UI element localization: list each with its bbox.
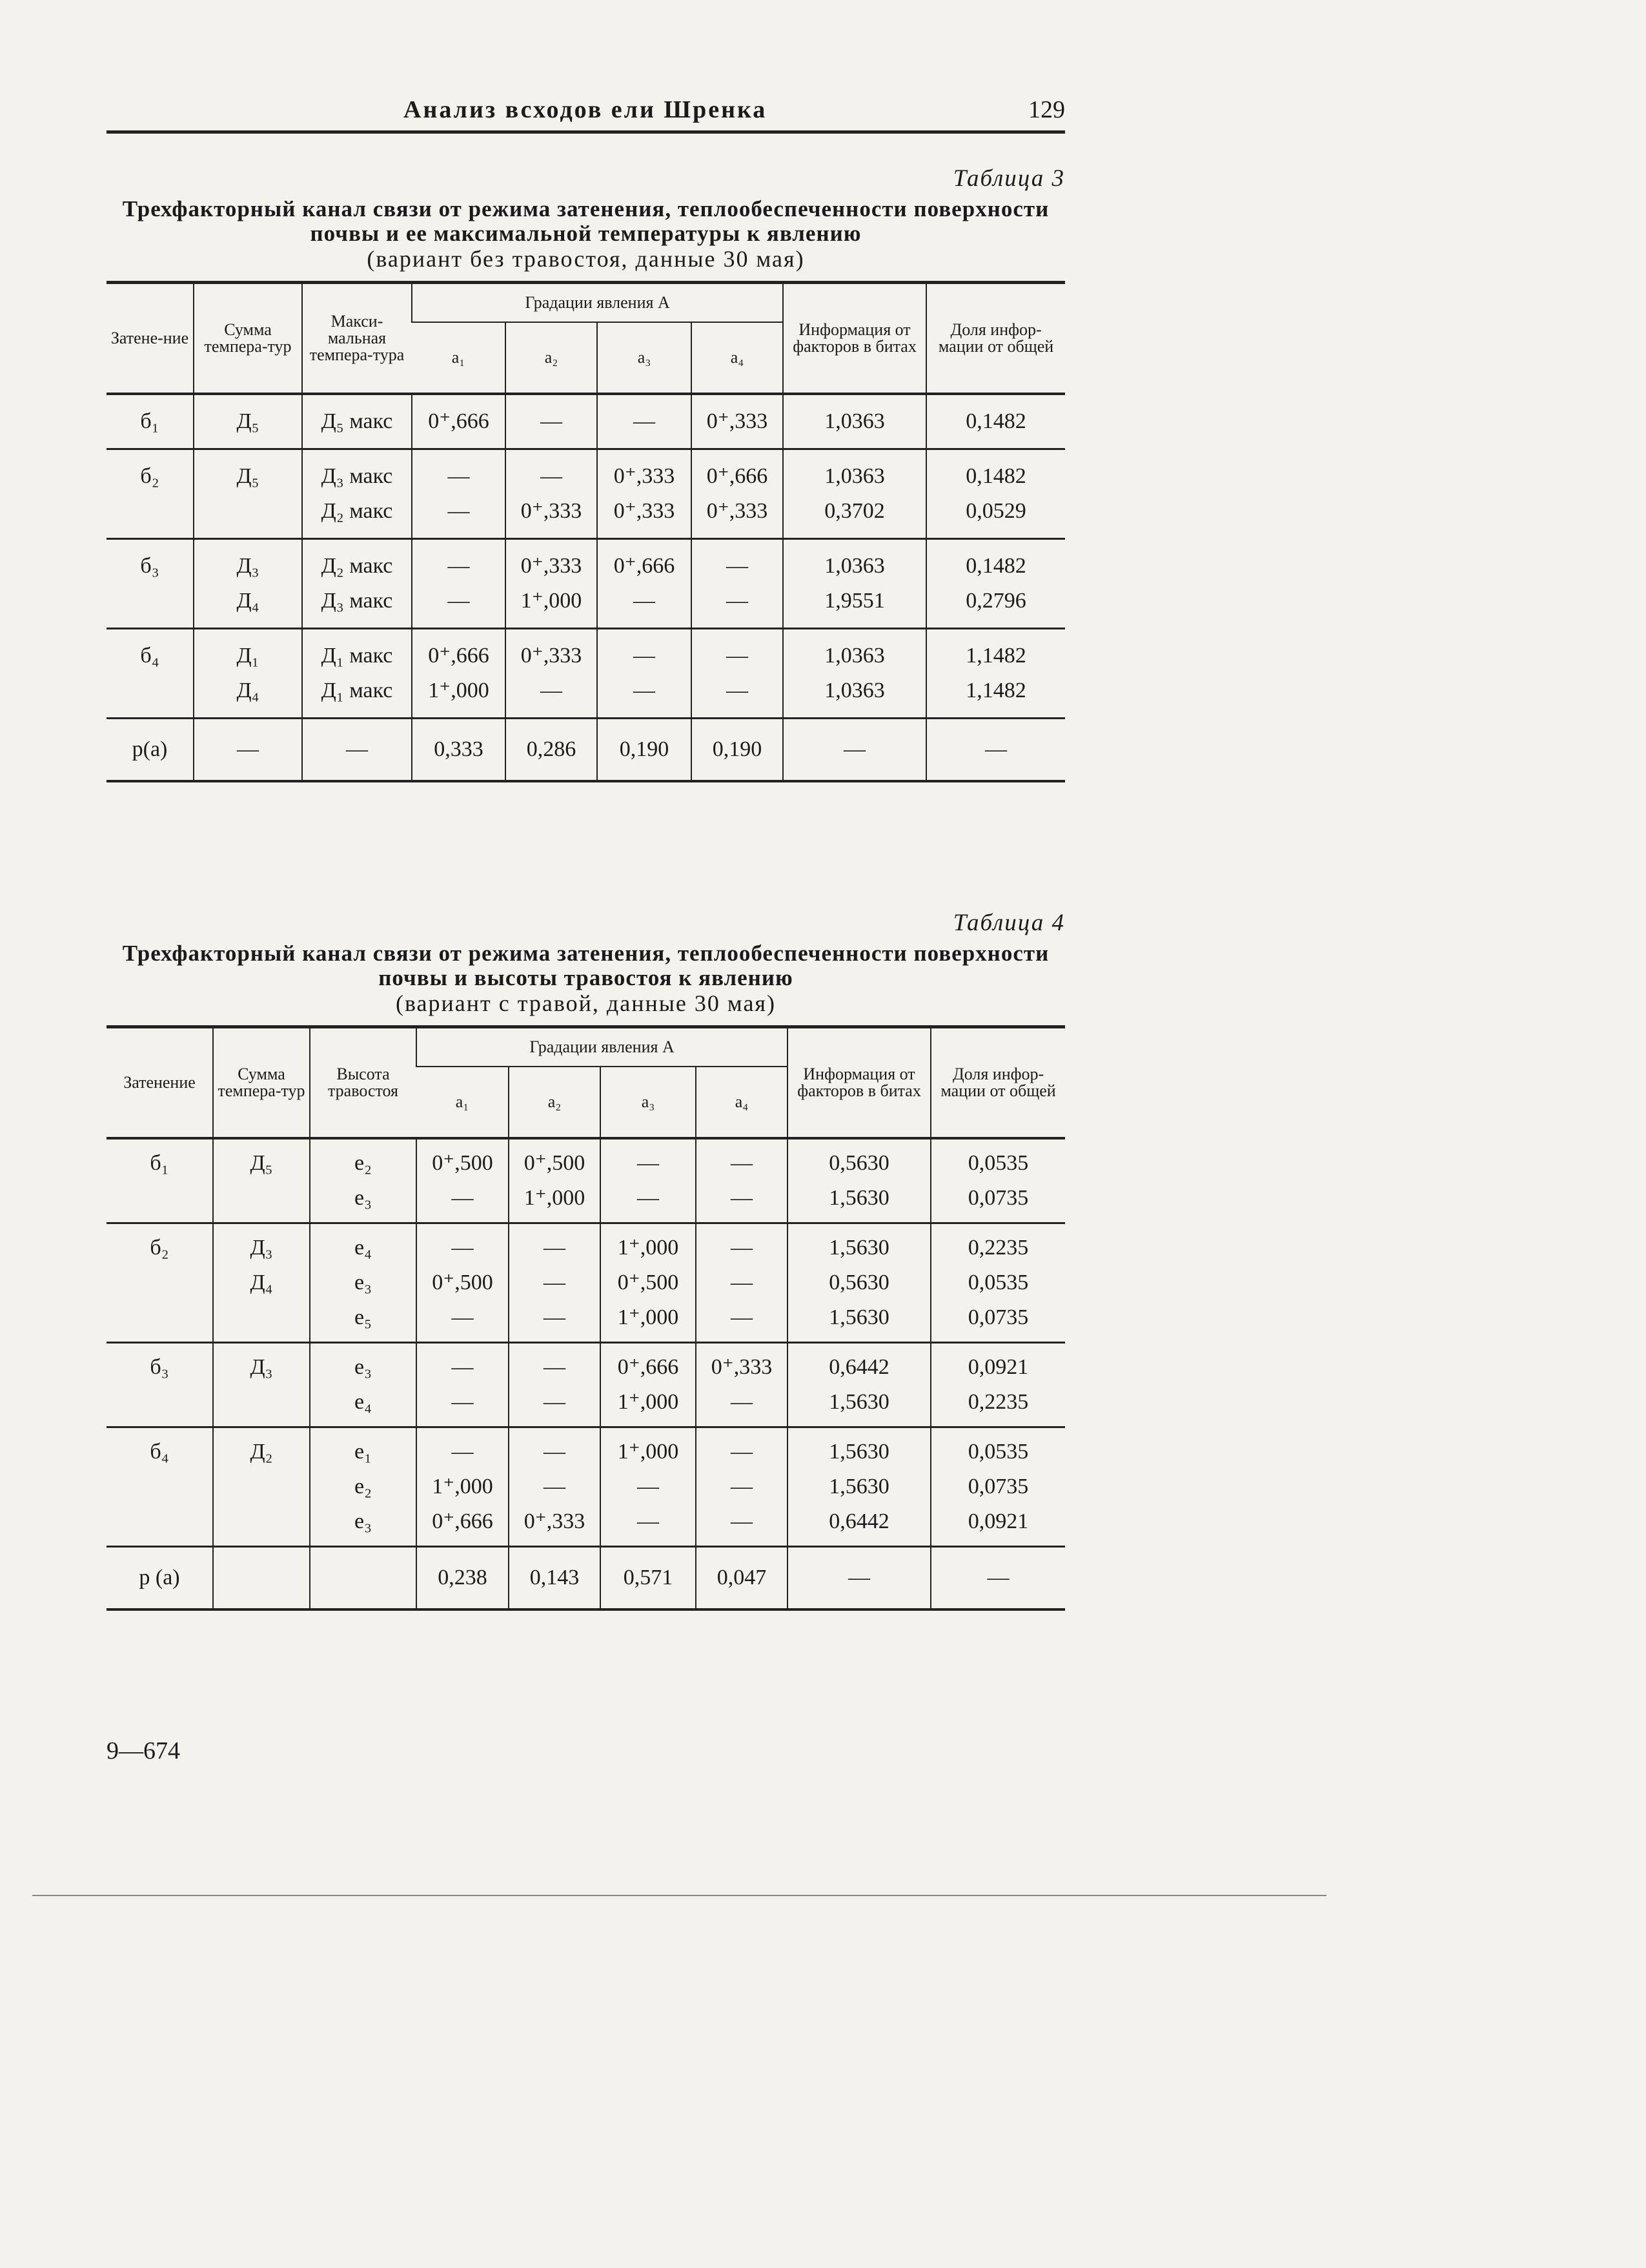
cell-line: — (726, 644, 749, 668)
cell-line: б₂ (150, 1236, 169, 1260)
table-row (107, 1343, 1065, 1427)
cell-line: 1,5630 (829, 1236, 889, 1260)
col-header-a3: а₃ (600, 1067, 696, 1138)
cell-share (931, 1138, 1065, 1223)
table3-label: Таблица 3 (953, 165, 1065, 192)
cell-a3 (600, 1138, 696, 1223)
cell-line: 0,0921 (968, 1509, 1029, 1533)
cell-line: Д₃ (250, 1355, 273, 1379)
cell-line: 1⁺,000 (523, 1186, 585, 1210)
page-number: 129 (1028, 96, 1065, 123)
cell-line: 0⁺,333 (706, 409, 768, 433)
total-cell-temp-sum: — (194, 719, 302, 782)
cell-line: Д₂ макс (321, 499, 393, 523)
cell-line: е₅ (354, 1305, 372, 1329)
running-title: Анализ всходов ели Шренка (403, 96, 767, 123)
page-edge-rule (32, 1895, 1326, 1896)
cell-line: — (731, 1390, 753, 1414)
cell-line: е₃ (354, 1355, 372, 1379)
cell-line: 0⁺,500 (523, 1151, 585, 1175)
cell-line: Д₅ (236, 409, 259, 433)
cell-shading (107, 394, 194, 449)
cell-line: Д₂ (250, 1440, 273, 1464)
total-cell-info: — (783, 719, 926, 782)
cell-line: — (447, 499, 470, 523)
cell-a3 (600, 1343, 696, 1427)
cell-line: Д₄ (236, 589, 259, 613)
cell-a4 (696, 1223, 787, 1343)
row-group (107, 629, 1065, 719)
cell-a3 (597, 449, 691, 539)
cell-line: 1,0363 (824, 409, 885, 433)
total-cell-share: — (931, 1547, 1065, 1610)
page-header (107, 96, 1065, 134)
cell-a2 (505, 394, 597, 449)
cell-line: б₄ (150, 1440, 169, 1464)
cell-line: — (731, 1151, 753, 1175)
cell-line: 0,0535 (968, 1151, 1029, 1175)
cell-a4 (696, 1343, 787, 1427)
cell-line (216, 1300, 307, 1335)
cell-a1 (412, 539, 505, 629)
cell-line: Д₄ (236, 679, 259, 702)
cell-line: е₃ (354, 1271, 372, 1294)
cell-line: — (540, 464, 562, 488)
cell-a1 (412, 629, 505, 719)
cell-shading (107, 539, 194, 629)
cell-info (787, 1223, 931, 1343)
table3-caption-line3: (вариант без травостоя, данные 30 мая) (367, 246, 805, 272)
cell-line: Д₃ (236, 554, 259, 578)
cell-info (783, 449, 926, 539)
printer-signature: 9—674 (107, 1737, 180, 1764)
cell-line: б₁ (150, 1151, 169, 1175)
cell-line: 0,1482 (966, 409, 1026, 433)
cell-a4 (696, 1427, 787, 1547)
total-cell-temp-sum (213, 1547, 310, 1610)
cell-line (216, 1504, 307, 1539)
cell-temp-sum (213, 1223, 310, 1343)
cell-line: 0⁺,333 (523, 1509, 585, 1533)
cell-a1 (416, 1427, 509, 1547)
cell-info (783, 539, 926, 629)
cell-line: — (637, 1186, 659, 1210)
cell-a4 (691, 629, 783, 719)
table4-caption-line3: (вариант с травой, данные 30 мая) (396, 990, 776, 1016)
cell-max-temp (302, 394, 412, 449)
cell-grass-height (310, 1343, 416, 1427)
cell-line: — (544, 1440, 565, 1464)
cell-line: Д₁ макс (321, 644, 393, 668)
col-header-a1: а₁ (416, 1067, 509, 1138)
cell-share (926, 449, 1065, 539)
col-header-gradations: Градации явления А (416, 1027, 787, 1067)
cell-max-temp (302, 449, 412, 539)
cell-a3 (600, 1427, 696, 1547)
table-row (107, 1138, 1065, 1223)
row-group (107, 539, 1065, 629)
cell-line: Д₅ (250, 1151, 273, 1175)
cell-line: — (731, 1271, 753, 1294)
cell-shading (107, 449, 194, 539)
cell-share (931, 1223, 1065, 1343)
cell-line: б₂ (140, 464, 159, 488)
col-header-share: Доля инфор-мации от общей (926, 283, 1065, 394)
cell-line: Д₁ макс (321, 679, 393, 702)
cell-a2 (505, 629, 597, 719)
cell-a2 (509, 1427, 600, 1547)
cell-a2 (509, 1343, 600, 1427)
cell-line: 0⁺,333 (706, 499, 768, 523)
col-header-share: Доля инфор-мации от общей (931, 1027, 1065, 1139)
cell-line: 0,0921 (968, 1355, 1029, 1379)
total-cell-a2: 0,143 (509, 1547, 600, 1610)
total-row-group (107, 1547, 1065, 1610)
cell-line: 0,2796 (966, 589, 1026, 613)
cell-line: — (637, 1475, 659, 1498)
cell-line: Д₃ макс (321, 589, 393, 613)
col-header-shading: Затенение (107, 1027, 213, 1139)
cell-line: — (731, 1305, 753, 1329)
cell-a1 (412, 394, 505, 449)
cell-line: — (726, 679, 749, 702)
cell-info (783, 394, 926, 449)
cell-line (216, 1469, 307, 1504)
cell-line: 0,0529 (966, 499, 1026, 523)
cell-line: — (447, 464, 470, 488)
cell-a2 (505, 539, 597, 629)
col-header-info: Информация от факторов в битах (783, 283, 926, 394)
cell-line: 0⁺,666 (428, 409, 489, 433)
cell-line: 0⁺,666 (432, 1509, 493, 1533)
col-header-grass-height: Высота травостоя (310, 1027, 416, 1139)
cell-line: 0⁺,333 (520, 644, 582, 668)
cell-line: Д₃ (250, 1236, 273, 1260)
cell-line: 1⁺,000 (617, 1236, 679, 1260)
total-cell-label: p(a) (132, 737, 168, 761)
cell-line: — (637, 1509, 659, 1533)
table3-caption-line2: почвы и ее максимальной температуры к явлению (310, 221, 862, 246)
col-header-a2: а₂ (505, 322, 597, 394)
total-cell-max-temp: — (302, 719, 412, 782)
cell-a3 (600, 1223, 696, 1343)
cell-line: Д₁ (236, 644, 259, 668)
total-cell-a4: 0,047 (696, 1547, 787, 1610)
row-group (107, 1427, 1065, 1547)
table3-caption (107, 197, 1065, 272)
cell-a3 (597, 394, 691, 449)
cell-temp-sum (194, 629, 302, 719)
cell-line: 1⁺,000 (617, 1390, 679, 1414)
cell-line: е₄ (354, 1236, 372, 1260)
cell-line: 0,1482 (966, 554, 1026, 578)
cell-line: 0,5630 (829, 1151, 889, 1175)
total-cell-a3: 0,190 (597, 719, 691, 782)
cell-line: — (451, 1186, 474, 1210)
table-row (107, 629, 1065, 719)
cell-line: 1⁺,000 (520, 589, 582, 613)
cell-grass-height (310, 1138, 416, 1223)
cell-share (931, 1427, 1065, 1547)
cell-line: е₂ (354, 1151, 372, 1175)
cell-shading (107, 1138, 213, 1223)
cell-line: — (544, 1271, 565, 1294)
table-row (107, 1223, 1065, 1343)
table4-caption (107, 941, 1065, 1016)
total-cell-info: — (787, 1547, 931, 1610)
cell-line: 1,9551 (824, 589, 885, 613)
col-header-a3: а₃ (597, 322, 691, 394)
cell-line: — (540, 679, 562, 702)
header-rule (107, 130, 1065, 134)
cell-line: 1,5630 (829, 1390, 889, 1414)
cell-a1 (416, 1138, 509, 1223)
cell-grass-height (310, 1223, 416, 1343)
cell-line: — (451, 1236, 474, 1260)
cell-line: е₃ (354, 1186, 372, 1210)
cell-line: — (447, 554, 470, 578)
cell-line: 0,0535 (968, 1271, 1029, 1294)
cell-line: 0⁺,666 (706, 464, 768, 488)
cell-temp-sum (194, 539, 302, 629)
cell-line: 0,3702 (824, 499, 885, 523)
cell-line: 1⁺,000 (617, 1440, 679, 1464)
cell-max-temp (302, 629, 412, 719)
cell-a3 (597, 539, 691, 629)
cell-line: 0,0735 (968, 1186, 1029, 1210)
table4-caption-line1: Трехфакторный канал связи от режима затенения, теплообеспеченности поверхности (122, 941, 1050, 966)
row-group (107, 449, 1065, 539)
cell-a4 (696, 1138, 787, 1223)
cell-line: — (637, 1151, 659, 1175)
col-header-gradations: Градации явления А (412, 283, 783, 323)
cell-line: 1⁺,000 (428, 679, 489, 702)
cell-a4 (691, 449, 783, 539)
cell-line: — (451, 1305, 474, 1329)
cell-line: — (731, 1475, 753, 1498)
cell-line: — (633, 589, 655, 613)
table4-label: Таблица 4 (953, 910, 1065, 936)
col-header-max-temp: Макси-мальная темпера-тура (302, 283, 412, 394)
col-header-a4: а₄ (696, 1067, 787, 1138)
cell-line: — (544, 1390, 565, 1414)
cell-line: — (544, 1305, 565, 1329)
cell-line (216, 1385, 307, 1420)
cell-line: 0⁺,500 (432, 1151, 493, 1175)
table4 (107, 1025, 1065, 1611)
cell-line: 0⁺,333 (711, 1355, 773, 1379)
cell-line: — (633, 409, 655, 433)
cell-temp-sum (194, 449, 302, 539)
cell-line: 0⁺,333 (520, 554, 582, 578)
cell-line: 0,6442 (829, 1355, 889, 1379)
row-group (107, 394, 1065, 449)
cell-line: Д₄ (250, 1271, 273, 1294)
cell-line: 1,5630 (829, 1186, 889, 1210)
cell-line: 1,1482 (966, 644, 1026, 668)
cell-line: 0⁺,666 (617, 1355, 679, 1379)
cell-line: 0⁺,333 (613, 464, 675, 488)
cell-line: 1,5630 (829, 1475, 889, 1498)
cell-line: — (731, 1509, 753, 1533)
total-row (107, 1547, 1065, 1610)
cell-line: — (544, 1236, 565, 1260)
cell-a1 (412, 449, 505, 539)
cell-info (783, 629, 926, 719)
total-cell-a3: 0,571 (600, 1547, 696, 1610)
cell-line: — (451, 1355, 474, 1379)
cell-line: 1,5630 (829, 1305, 889, 1329)
table3-caption-line1: Трехфакторный канал связи от режима затенения, теплообеспеченности поверхности (122, 196, 1050, 221)
cell-info (787, 1343, 931, 1427)
cell-a4 (691, 539, 783, 629)
col-header-shading: Затене-ние (107, 283, 194, 394)
cell-line: б₃ (150, 1355, 169, 1379)
cell-share (926, 539, 1065, 629)
cell-shading (107, 1343, 213, 1427)
cell-share (931, 1343, 1065, 1427)
cell-line: 0,5630 (829, 1271, 889, 1294)
cell-a2 (509, 1138, 600, 1223)
cell-line: — (540, 409, 562, 433)
cell-line: — (633, 679, 655, 702)
cell-share (926, 629, 1065, 719)
cell-line: 1⁺,000 (617, 1305, 679, 1329)
cell-temp-sum (194, 394, 302, 449)
cell-a1 (416, 1223, 509, 1343)
total-cell-label: p (a) (139, 1566, 180, 1589)
cell-line: — (726, 554, 749, 578)
cell-line: 1,0363 (824, 464, 885, 488)
cell-a4 (691, 394, 783, 449)
total-row-group (107, 719, 1065, 782)
cell-line: е₃ (354, 1509, 372, 1533)
cell-line: — (731, 1440, 753, 1464)
cell-line: — (731, 1236, 753, 1260)
total-cell-a2: 0,286 (505, 719, 597, 782)
cell-line: — (451, 1440, 474, 1464)
cell-line: — (726, 589, 749, 613)
total-cell-a1: 0,238 (416, 1547, 509, 1610)
cell-a3 (597, 629, 691, 719)
cell-line: Д₂ макс (321, 554, 393, 578)
cell-line (216, 1181, 307, 1216)
cell-temp-sum (213, 1427, 310, 1547)
total-cell-share: — (926, 719, 1065, 782)
cell-line: 0,2235 (968, 1390, 1029, 1414)
cell-temp-sum (213, 1138, 310, 1223)
cell-line: б₁ (140, 409, 159, 433)
cell-line: — (544, 1475, 565, 1498)
cell-line: — (451, 1390, 474, 1414)
cell-line: 1,0363 (824, 554, 885, 578)
cell-line: 1,0363 (824, 644, 885, 668)
table-row (107, 449, 1065, 539)
total-cell-grass-height (310, 1547, 416, 1610)
cell-line: 0⁺,333 (613, 499, 675, 523)
cell-a2 (509, 1223, 600, 1343)
cell-line: б₃ (140, 554, 159, 578)
row-group (107, 1343, 1065, 1427)
cell-line: 0⁺,666 (428, 644, 489, 668)
table4-caption-line2: почвы и высоты травостоя к явлению (378, 965, 793, 990)
cell-shading (107, 1427, 213, 1547)
cell-share (926, 394, 1065, 449)
cell-line: 0,0735 (968, 1305, 1029, 1329)
cell-info (787, 1138, 931, 1223)
cell-line: 1,1482 (966, 679, 1026, 702)
cell-line: — (633, 644, 655, 668)
cell-a1 (416, 1343, 509, 1427)
cell-grass-height (310, 1427, 416, 1547)
col-header-info: Информация от факторов в битах (787, 1027, 931, 1139)
cell-line: 0,2235 (968, 1236, 1029, 1260)
col-header-a4: а₄ (691, 322, 783, 394)
cell-line: 0⁺,500 (432, 1271, 493, 1294)
cell-shading (107, 1223, 213, 1343)
cell-line: Д₅ макс (321, 409, 393, 433)
cell-temp-sum (213, 1343, 310, 1427)
cell-shading (107, 629, 194, 719)
col-header-temp-sum: Сумма темпера-тур (213, 1027, 310, 1139)
cell-line: — (447, 589, 470, 613)
total-cell-a1: 0,333 (412, 719, 505, 782)
table-row (107, 539, 1065, 629)
cell-line: Д₃ макс (321, 464, 393, 488)
cell-info (787, 1427, 931, 1547)
cell-line: 1,0363 (824, 679, 885, 702)
cell-line: 0,0535 (968, 1440, 1029, 1464)
total-cell-a4: 0,190 (691, 719, 783, 782)
cell-line: 0⁺,500 (617, 1271, 679, 1294)
cell-line: е₂ (354, 1475, 372, 1498)
cell-line: 1⁺,000 (432, 1475, 493, 1498)
cell-line: 1,5630 (829, 1440, 889, 1464)
col-header-a1: а₁ (412, 322, 505, 394)
cell-a2 (505, 449, 597, 539)
cell-line: 0⁺,333 (520, 499, 582, 523)
cell-line: 0,6442 (829, 1509, 889, 1533)
cell-line: 0⁺,666 (613, 554, 675, 578)
cell-max-temp (302, 539, 412, 629)
cell-line: е₄ (354, 1390, 372, 1414)
total-row (107, 719, 1065, 782)
cell-line: Д₅ (236, 464, 259, 488)
cell-line: 0,0735 (968, 1475, 1029, 1498)
cell-line: — (544, 1355, 565, 1379)
row-group (107, 1138, 1065, 1223)
col-header-a2: а₂ (509, 1067, 600, 1138)
table-row (107, 1427, 1065, 1547)
cell-line: е₁ (354, 1440, 372, 1464)
table-row (107, 394, 1065, 449)
cell-line: б₄ (140, 644, 159, 668)
col-header-temp-sum: Сумма темпера-тур (194, 283, 302, 394)
table3 (107, 281, 1065, 782)
cell-line: — (731, 1186, 753, 1210)
row-group (107, 1223, 1065, 1343)
cell-line: 0,1482 (966, 464, 1026, 488)
